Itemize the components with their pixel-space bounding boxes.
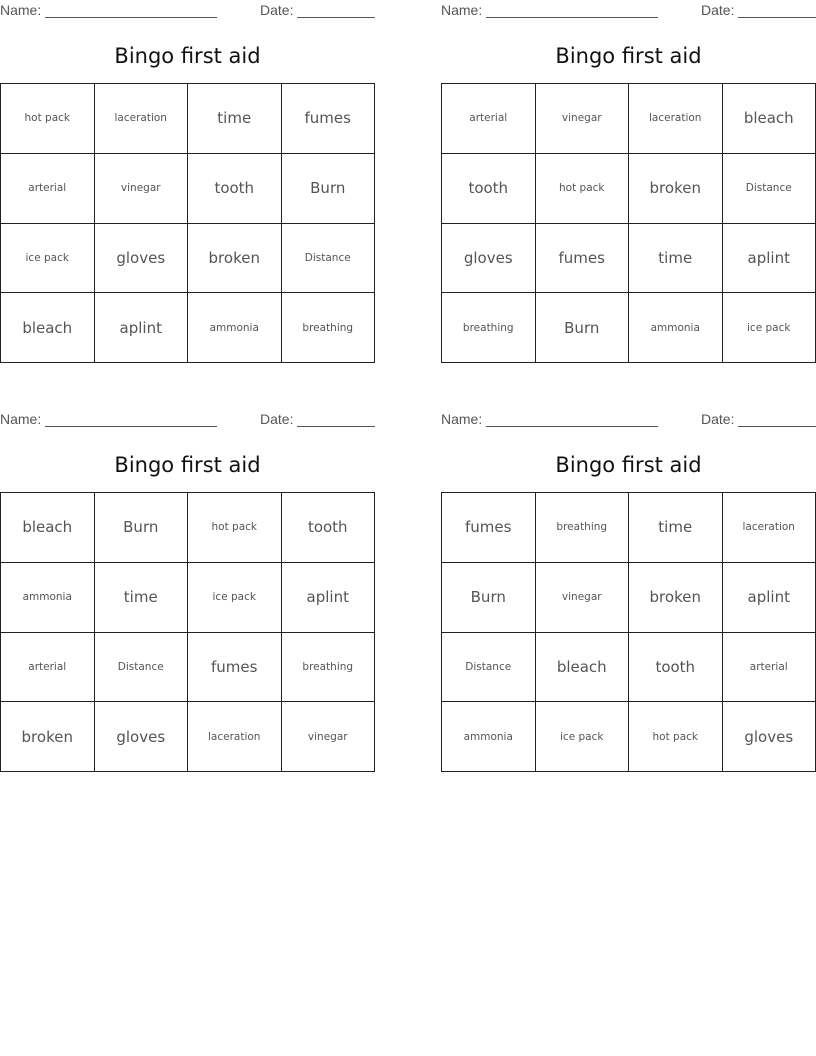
bingo-cell: arterial (1, 633, 95, 703)
bingo-cell: breathing (282, 633, 376, 703)
card-title: Bingo first aid (555, 44, 702, 68)
name-label: Name: (0, 411, 42, 427)
bingo-cell: arterial (1, 154, 95, 224)
bingo-cell: broken (629, 154, 723, 224)
date-label: Date: (260, 411, 294, 427)
bingo-cell: ice pack (1, 224, 95, 294)
name-field-line (486, 17, 658, 18)
bingo-cell: ice pack (723, 293, 816, 363)
bingo-cell: gloves (95, 224, 189, 294)
name-label: Name: (441, 411, 483, 427)
name-field-line (45, 426, 217, 427)
bingo-cell: tooth (629, 633, 723, 703)
bingo-cell: Burn (95, 493, 189, 563)
date-label: Date: (701, 2, 735, 18)
bingo-cell: gloves (723, 702, 816, 772)
card-header (441, 409, 816, 431)
bingo-cell: fumes (282, 84, 376, 154)
bingo-cell: gloves (442, 224, 536, 294)
card-header (0, 0, 375, 22)
bingo-cell: breathing (442, 293, 536, 363)
bingo-cell: arterial (442, 84, 536, 154)
bingo-cell: time (188, 84, 282, 154)
bingo-cell: fumes (442, 493, 536, 563)
bingo-cell: aplint (95, 293, 189, 363)
bingo-cell: ammonia (188, 293, 282, 363)
bingo-cell: fumes (188, 633, 282, 703)
bingo-cell: bleach (723, 84, 816, 154)
bingo-cell: hot pack (188, 493, 282, 563)
bingo-cell: time (95, 563, 189, 633)
card-title: Bingo first aid (114, 44, 261, 68)
bingo-cell: hot pack (1, 84, 95, 154)
bingo-cell: Distance (442, 633, 536, 703)
bingo-cell: tooth (442, 154, 536, 224)
bingo-cell: vinegar (536, 563, 630, 633)
bingo-cell: bleach (536, 633, 630, 703)
bingo-cell: laceration (95, 84, 189, 154)
bingo-cell: hot pack (536, 154, 630, 224)
bingo-cell: Burn (442, 563, 536, 633)
bingo-cell: Burn (282, 154, 376, 224)
bingo-cell: broken (188, 224, 282, 294)
bingo-cell: laceration (188, 702, 282, 772)
bingo-card (0, 0, 375, 337)
bingo-cell: Burn (536, 293, 630, 363)
bingo-cell: laceration (723, 493, 816, 563)
bingo-cell: breathing (536, 493, 630, 563)
bingo-cell: breathing (282, 293, 376, 363)
bingo-cell: vinegar (95, 154, 189, 224)
bingo-cell: Distance (95, 633, 189, 703)
bingo-cell: hot pack (629, 702, 723, 772)
card-header (441, 0, 816, 22)
bingo-card (0, 409, 375, 746)
bingo-grid (441, 492, 816, 772)
date-field-line (297, 426, 375, 427)
card-header (0, 409, 375, 431)
bingo-cell: bleach (1, 493, 95, 563)
bingo-cell: ammonia (629, 293, 723, 363)
bingo-cell: tooth (282, 493, 376, 563)
bingo-cell: ice pack (536, 702, 630, 772)
bingo-cell: Distance (723, 154, 816, 224)
name-field-line (486, 426, 658, 427)
date-field-line (738, 17, 816, 18)
bingo-cell: arterial (723, 633, 816, 703)
bingo-cell: vinegar (282, 702, 376, 772)
date-label: Date: (260, 2, 294, 18)
bingo-cell: tooth (188, 154, 282, 224)
name-label: Name: (441, 2, 483, 18)
date-label: Date: (701, 411, 735, 427)
bingo-cell: bleach (1, 293, 95, 363)
bingo-card (441, 409, 816, 746)
bingo-cell: ammonia (1, 563, 95, 633)
date-field-line (297, 17, 375, 18)
bingo-cell: fumes (536, 224, 630, 294)
bingo-cell: time (629, 493, 723, 563)
bingo-cell: broken (629, 563, 723, 633)
bingo-cell: time (629, 224, 723, 294)
bingo-card (441, 0, 816, 337)
card-title: Bingo first aid (555, 453, 702, 477)
bingo-cell: vinegar (536, 84, 630, 154)
bingo-cell: gloves (95, 702, 189, 772)
bingo-cell: Distance (282, 224, 376, 294)
bingo-cell: aplint (723, 224, 816, 294)
bingo-cell: broken (1, 702, 95, 772)
name-field-line (45, 17, 217, 18)
bingo-grid (441, 83, 816, 363)
name-label: Name: (0, 2, 42, 18)
date-field-line (738, 426, 816, 427)
bingo-grid (0, 83, 375, 363)
bingo-cell: laceration (629, 84, 723, 154)
bingo-cell: ammonia (442, 702, 536, 772)
bingo-cell: aplint (282, 563, 376, 633)
card-title: Bingo first aid (114, 453, 261, 477)
bingo-grid (0, 492, 375, 772)
bingo-cell: aplint (723, 563, 816, 633)
bingo-cell: ice pack (188, 563, 282, 633)
